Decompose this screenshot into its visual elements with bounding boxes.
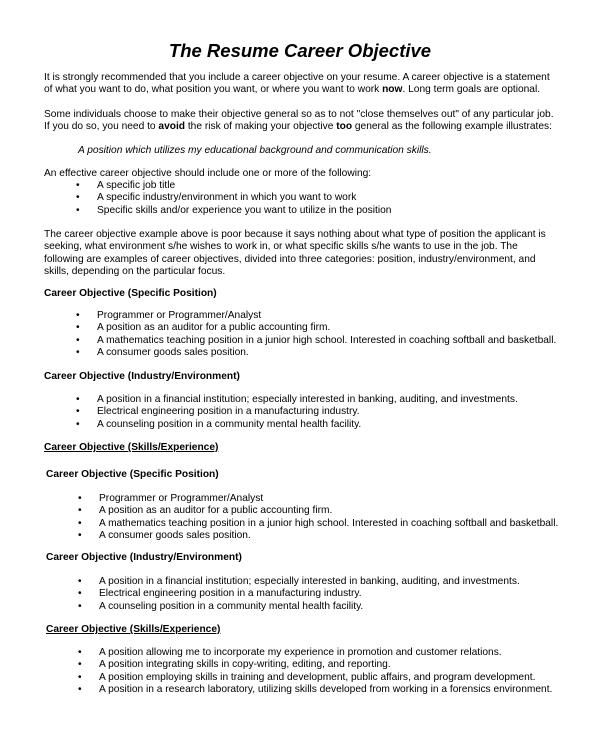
poor-example-quote: A position which utilizes my educational background and communication skills. [78,145,432,156]
list-item: • A specific industry/environment in which you want to work [76,192,391,204]
list-item: • Programmer or Programmer/Analyst [76,310,556,322]
list-item: • Electrical engineering position in a manufacturing industry. [76,406,518,418]
list-item: • Electrical engineering position in a manufacturing industry. [78,588,520,600]
intro-paragraph [44,72,559,97]
specific-position-list [76,310,556,359]
include-intro-text: An effective career objective should include one or more of the following: [44,168,372,179]
intro-emphasis: now [382,84,403,96]
include-intro-paragraph [44,168,559,180]
list-item: • A position in a research laboratory, utilizing skills developed from working in a forensics environment. [78,684,552,696]
section-heading-specific-position-2: Career Objective (Specific Position) [46,469,219,480]
list-item: • A counseling position in a community mental health facility. [76,419,518,431]
section-heading-industry-environment: Career Objective (Industry/Environment) [44,371,240,382]
list-item: • Specific skills and/or experience you want to utilize in the position [76,205,391,217]
section-heading-specific-position: Career Objective (Specific Position) [44,288,217,299]
examples-intro-paragraph [44,229,559,278]
general-text-1: Some individuals choose to make their objective general so as to not "close themselves out" of any particular job. If you do so, you need to [44,109,554,133]
list-item: • A counseling position in a community mental health facility. [78,601,520,613]
general-objective-paragraph [44,109,559,134]
section-heading-skills-experience-2: Career Objective (Skills/Experience) [46,624,221,635]
general-text-2: the risk of making your objective [185,121,337,133]
list-item: • A position allowing me to incorporate my experience in promotion and customer relations. [78,647,552,659]
list-item: • A position as an auditor for a public accounting firm. [76,322,556,334]
general-text-3: general as the following example illustrates: [352,121,552,133]
list-item: • A position employing skills in training and development, public affairs, and program development. [78,672,552,684]
list-item: • A position integrating skills in copy-writing, editing, and reporting. [78,659,552,671]
document-title: The Resume Career Objective [168,40,432,61]
industry-environment-list-2 [78,576,520,613]
intro-text-2: . Long term goals are optional. [402,84,541,96]
list-item: • A consumer goods sales position. [76,347,556,359]
section-heading-skills-experience: Career Objective (Skills/Experience) [44,442,219,453]
intro-text-1: It is strongly recommended that you include a career objective on your resume. A career objective is a statement of what you want to do, what position you want, or where you want to work [44,72,550,96]
examples-intro-text: The career objective example above is poor because it says nothing about what type of position the applicant is seeking, what environment s/he wishes to work in, or what specific skills s/he wants to use in the job. The following are examples of career objectives, divided into three categories: position, industry/environment, and skills, depending on the particular focus. [44,229,546,277]
list-item: • A position in a financial institution; especially interested in banking, auditing, and investments. [78,576,520,588]
specific-position-list-2 [78,493,558,542]
list-item: • Programmer or Programmer/Analyst [78,493,558,505]
list-item: • A position as an auditor for a public accounting firm. [78,505,558,517]
avoid-emphasis: avoid [158,121,186,133]
skills-experience-list [78,647,552,696]
list-item: • A position in a financial institution; especially interested in banking, auditing, and investments. [76,394,518,406]
list-item: • A specific job title [76,180,391,192]
list-item: • A mathematics teaching position in a junior high school. Interested in coaching softball and basketball. [76,335,556,347]
include-list [76,180,391,217]
list-item: • A consumer goods sales position. [78,530,558,542]
section-heading-industry-environment-2: Career Objective (Industry/Environment) [46,552,242,563]
industry-environment-list [76,394,518,431]
too-emphasis: too [336,121,353,133]
list-item: • A mathematics teaching position in a junior high school. Interested in coaching softball and basketball. [78,518,558,530]
